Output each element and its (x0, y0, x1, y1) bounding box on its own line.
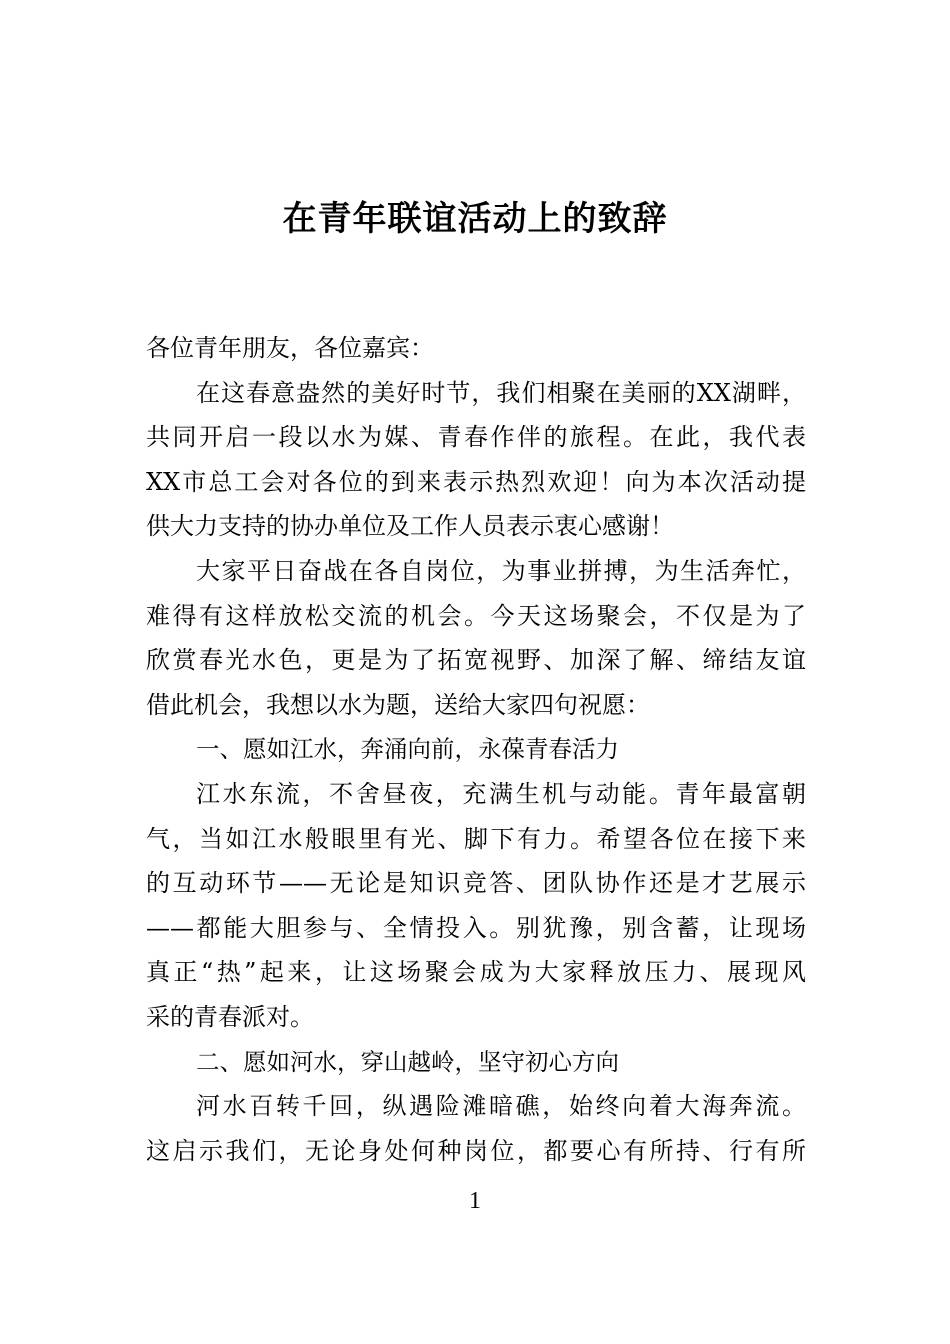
paragraph-line: 气，当如江水般眼里有光、脚下有力。希望各位在接下来 (146, 824, 806, 853)
paragraph-line: 真正“热”起来，让这场聚会成为大家释放压力、展现风 (146, 958, 806, 987)
paragraph-line: 共同开启一段以水为媒、青春作伴的旅程。在此，我代表 (146, 423, 806, 452)
paragraph-line: 借此机会，我想以水为题，送给大家四句祝愿： (146, 690, 650, 719)
paragraph-line: 在这春意盎然的美好时节，我们相聚在美丽的XX湖畔， (196, 378, 806, 407)
paragraph-line: 供大力支持的协办单位及工作人员表示衷心感谢！ (146, 512, 674, 541)
paragraph-line: 难得有这样放松交流的机会。今天这场聚会，不仅是为了 (146, 601, 806, 630)
page-number: 1 (469, 1188, 481, 1214)
paragraph-line: 这启示我们，无论身处何种岗位，都要心有所持、行有所 (146, 1136, 806, 1165)
salutation-line: 各位青年朋友，各位嘉宾： (146, 334, 434, 362)
document-title: 在青年联谊活动上的致辞 (282, 199, 668, 239)
paragraph-line: ——都能大胆参与、全情投入。别犹豫，别含蓄，让现场 (146, 913, 806, 942)
paragraph-line: 河水百转千回，纵遇险滩暗礁，始终向着大海奔流。 (196, 1092, 806, 1121)
paragraph-line: 的互动环节——无论是知识竞答、团队协作还是才艺展示 (146, 869, 806, 898)
paragraph-line: 江水东流，不舍昼夜，充满生机与动能。青年最富朝 (196, 779, 806, 808)
document-body (146, 326, 806, 1173)
paragraph-line: XX市总工会对各位的到来表示热烈欢迎！向为本次活动提 (146, 467, 806, 496)
paragraph-line: 欣赏春光水色，更是为了拓宽视野、加深了解、缔结友谊 (146, 646, 806, 675)
section-heading-1: 一、愿如江水，奔涌向前，永葆青春活力 (196, 735, 619, 764)
section-heading-2: 二、愿如河水，穿山越岭，坚守初心方向 (196, 1047, 619, 1076)
paragraph-line: 大家平日奋战在各自岗位，为事业拼搏，为生活奔忙， (196, 556, 806, 585)
paragraph-line: 采的青春派对。 (146, 1002, 314, 1031)
